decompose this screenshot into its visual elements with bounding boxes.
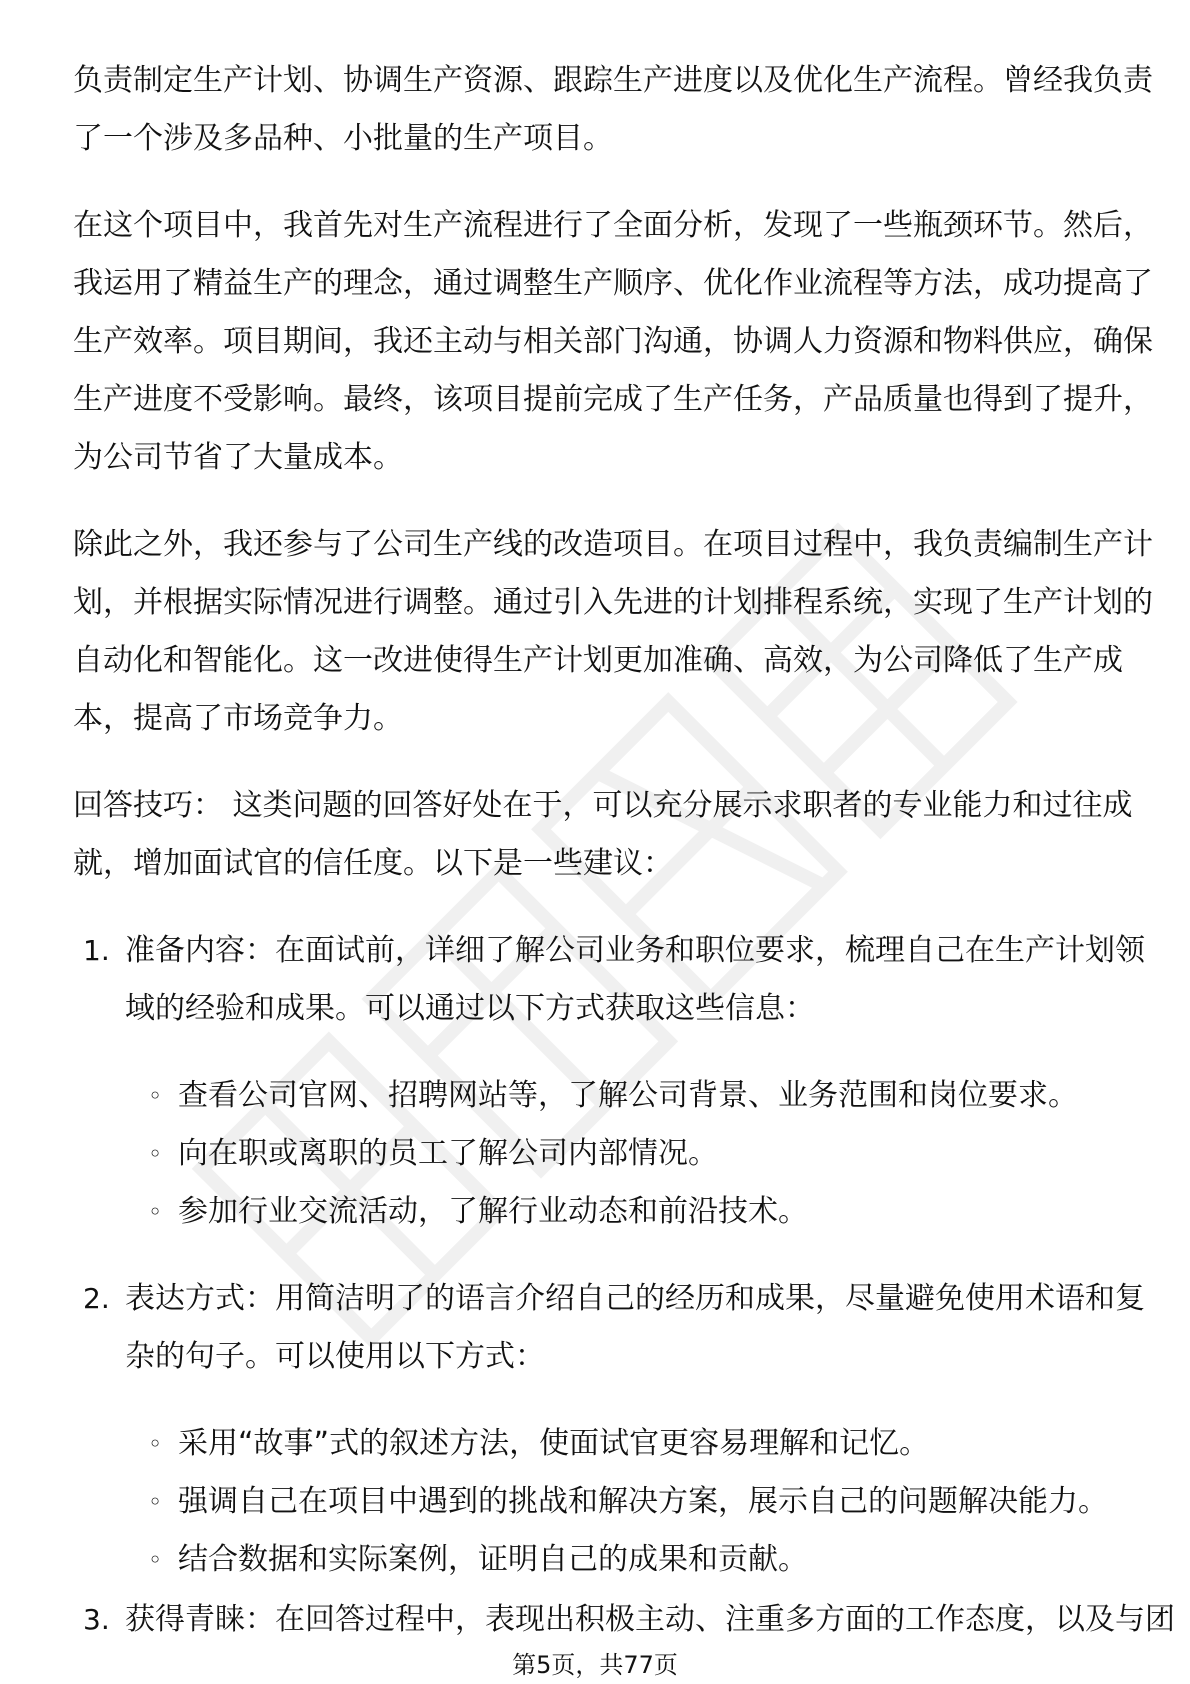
list-number: 1. [83, 934, 110, 967]
text-line: 划，并根据实际情况进行调整。通过引入先进的计划排程系统，实现了生产计划的 [73, 585, 1153, 620]
text-line: 生产效率。项目期间，我还主动与相关部门沟通，协调人力资源和物料供应，确保 [73, 324, 1153, 359]
paragraph-2 [73, 197, 1153, 487]
bullet-icon: ◦ [148, 1198, 163, 1226]
paragraph-3 [73, 516, 1153, 748]
list-item-3 [73, 1596, 1175, 1644]
sub-item-text: 结合数据和实际案例，证明自己的成果和贡献。 [178, 1542, 808, 1577]
text-line: 自动化和智能化。这一改进使得生产计划更加准确、高效，为公司降低了生产成 [73, 643, 1123, 678]
document-body [73, 52, 1153, 1618]
text-line [73, 1596, 1175, 1644]
text-line: 了一个涉及多品种、小批量的生产项目。 [73, 121, 613, 156]
sub-item-text: 向在职或离职的员工了解公司内部情况。 [178, 1136, 718, 1171]
list-number: 2. [83, 1282, 110, 1315]
text-line: 为公司节省了大量成本。 [73, 440, 403, 475]
text-line: 杂的句子。可以使用以下方式： [125, 1339, 545, 1374]
sub-list-item [73, 1183, 1133, 1241]
page-footer [0, 1650, 1190, 1680]
cut-item-text: 获得青睐：在回答过程中，表现出积极主动、注重多方面的工作态度，以及与团 [125, 1602, 1175, 1637]
paragraph-answer-tips [73, 777, 1133, 893]
sub-list-item [73, 1067, 1133, 1125]
text-line: 我运用了精益生产的理念，通过调整生产顺序、优化作业流程等方法，成功提高了 [73, 266, 1153, 301]
text-line: 本，提高了市场竞争力。 [73, 701, 403, 736]
text-line: 在这个项目中，我首先对生产流程进行了全面分析，发现了一些瓶颈环节。然后， [73, 208, 1153, 243]
list-item-2 [73, 1270, 1145, 1589]
sub-list-item [73, 1473, 1133, 1531]
page-number: 第5页，共77页 [512, 1651, 678, 1679]
sub-list-item [73, 1415, 1133, 1473]
sub-list-item [73, 1125, 1133, 1183]
bullet-icon: ◦ [148, 1430, 163, 1458]
sub-item-text: 参加行业交流活动，了解行业动态和前沿技术。 [178, 1194, 808, 1229]
text-line: 表达方式：用简洁明了的语言介绍自己的经历和成果，尽量避免使用术语和复 [125, 1281, 1145, 1316]
bullet-icon: ◦ [148, 1082, 163, 1110]
sub-list-item [73, 1531, 1133, 1589]
list-item-1 [73, 922, 1145, 1241]
bullet-icon: ◦ [148, 1546, 163, 1574]
bullet-icon: ◦ [148, 1488, 163, 1516]
sub-item-text: 采用“故事”式的叙述方法，使面试官更容易理解和记忆。 [178, 1426, 930, 1461]
sub-list [73, 1067, 1133, 1241]
list-number: 3. [83, 1603, 110, 1636]
text-line: 除此之外，我还参与了公司生产线的改造项目。在项目过程中，我负责编制生产计 [73, 527, 1153, 562]
sub-item-text: 查看公司官网、招聘网站等，了解公司背景、业务范围和岗位要求。 [178, 1078, 1078, 1113]
sub-item-text: 强调自己在项目中遇到的挑战和解决方案，展示自己的问题解决能力。 [178, 1484, 1108, 1519]
text-line: 生产进度不受影响。最终，该项目提前完成了生产任务，产品质量也得到了提升， [73, 382, 1153, 417]
text-line: 准备内容：在面试前，详细了解公司业务和职位要求，梳理自己在生产计划领 [125, 933, 1145, 968]
bullet-icon: ◦ [148, 1140, 163, 1168]
text-line: 就，增加面试官的信任度。以下是一些建议： [73, 846, 673, 881]
text-line: 负责制定生产计划、协调生产资源、跟踪生产进度以及优化生产流程。曾经我负责 [73, 63, 1153, 98]
text-line: 域的经验和成果。可以通过以下方式获取这些信息： [125, 991, 815, 1026]
sub-list [73, 1415, 1133, 1589]
paragraph-1 [73, 52, 1153, 168]
text-line: 回答技巧： 这类问题的回答好处在于，可以充分展示求职者的专业能力和过往成 [73, 788, 1133, 823]
